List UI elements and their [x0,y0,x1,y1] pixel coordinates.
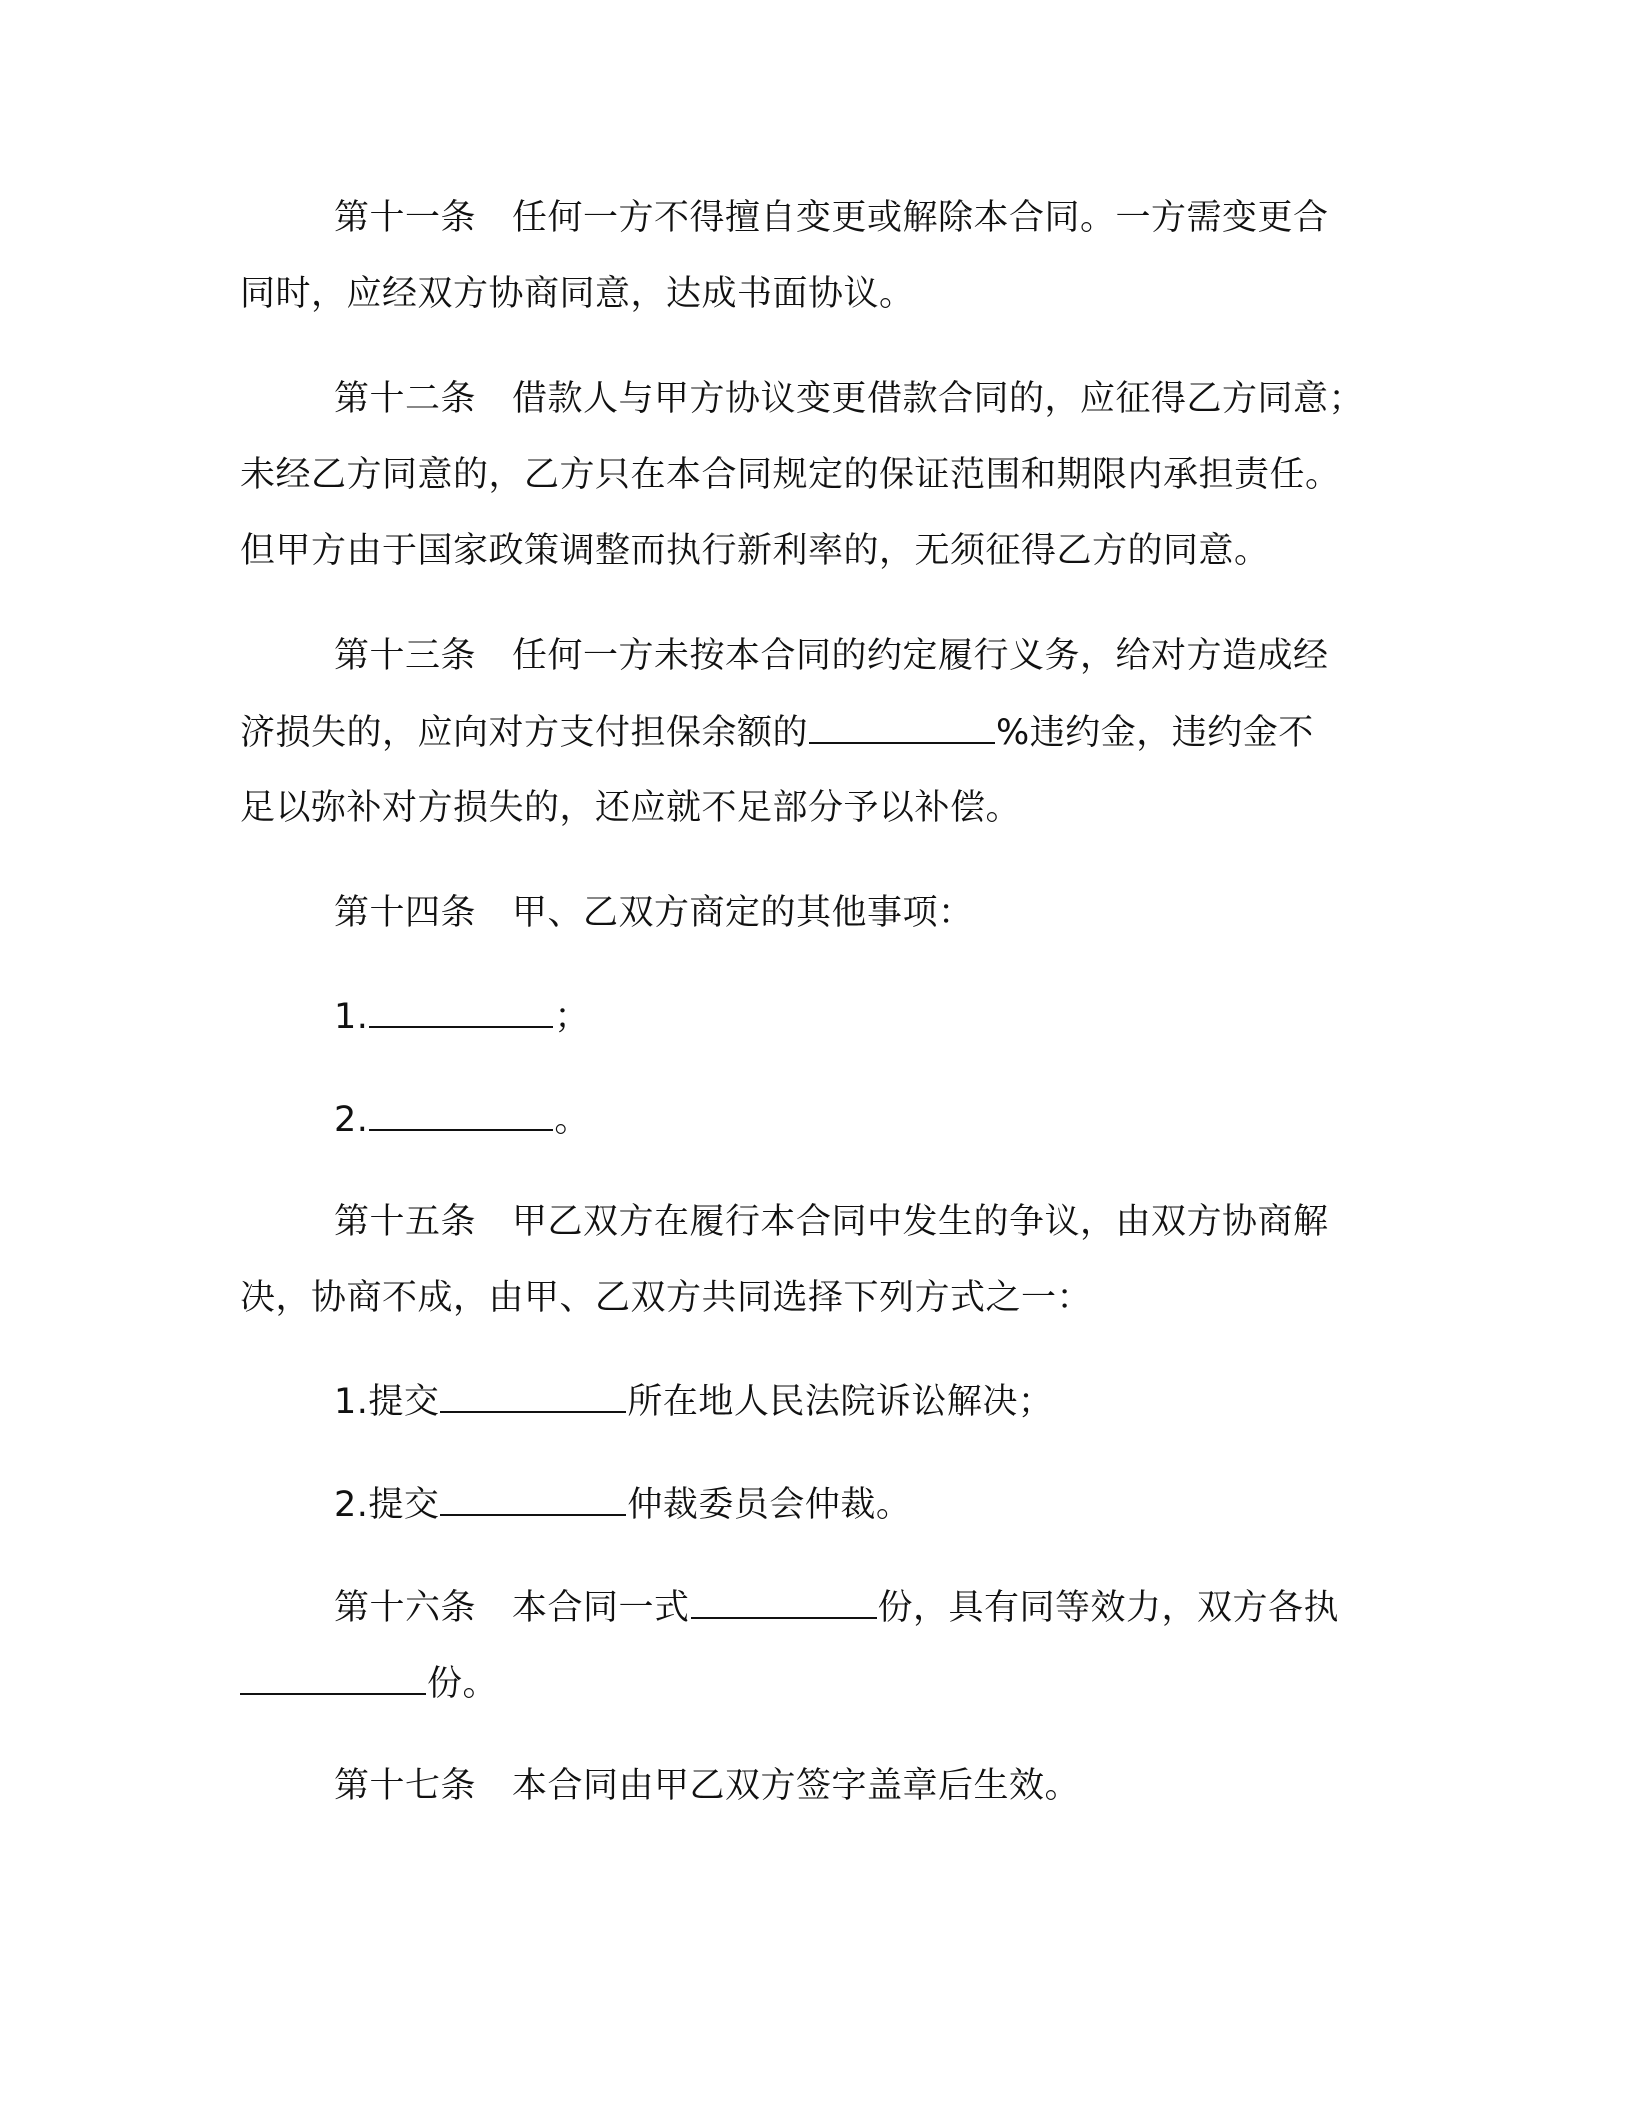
article-12-line-1 [334,375,1364,423]
article-16-number: 第十六条 [334,1588,477,1628]
arbitration-item-suffix: 仲裁委员会仲裁。 [627,1485,912,1525]
article-16-text-before-blank: 本合同一式 [512,1588,690,1628]
court-item-prefix: 1.提交 [334,1382,440,1422]
article-15-item-2 [334,1480,911,1529]
article-13-text-after-blank: %违约金，违约金不 [996,713,1314,753]
article-16-text-after-blank: 份，具有同等效力，双方各执 [877,1588,1340,1628]
article-17-line-1 [334,1762,1080,1810]
article-13-text-cont: 足以弥补对方损失的，还应就不足部分予以补偿。 [240,788,1022,828]
article-13-number: 第十三条 [334,636,477,676]
arbitration-commission-blank[interactable] [440,1480,626,1516]
item-1-suffix: ； [554,997,590,1037]
article-13-line-2 [240,708,1314,757]
article-13-text: 任何一方未按本合同的约定履行义务，给对方造成经 [512,636,1329,676]
article-15-text-cont: 决，协商不成，由甲、乙双方共同选择下列方式之一： [240,1278,1093,1318]
article-15-line-1 [334,1198,1329,1246]
article-16-line-2 [240,1659,498,1708]
item-1-prefix: 1. [334,997,369,1037]
article-14-text: 甲、乙双方商定的其他事项： [512,893,974,933]
arbitration-item-prefix: 2.提交 [334,1485,440,1525]
item-2-prefix: 2. [334,1100,369,1140]
item-2-suffix: 。 [554,1100,590,1140]
article-12-line-2 [240,451,1341,499]
article-11-text: 任何一方不得擅自变更或解除本合同。一方需变更合 [512,198,1329,238]
article-11-text-cont: 同时，应经双方协商同意，达成书面协议。 [240,274,915,314]
article-11-line-1 [334,194,1329,242]
article-15-number: 第十五条 [334,1202,477,1242]
penalty-rate-blank[interactable] [809,708,995,744]
article-16-line-1 [334,1583,1339,1632]
article-11-line-2 [240,270,915,318]
article-11-number: 第十一条 [334,198,477,238]
article-12-number: 第十二条 [334,379,477,419]
other-matter-1-blank[interactable] [369,992,553,1028]
article-12-text-cont-2: 但甲方由于国家政策调整而执行新利率的，无须征得乙方的同意。 [240,531,1270,571]
article-15-text: 甲乙双方在履行本合同中发生的争议，由双方协商解 [512,1202,1329,1242]
article-13-line-1 [334,632,1329,680]
article-12-line-3 [240,527,1270,575]
article-14-item-2 [334,1095,590,1144]
total-copies-blank[interactable] [691,1583,877,1619]
article-12-text-cont: 未经乙方同意的，乙方只在本合同规定的保证范围和期限内承担责任。 [240,455,1341,495]
article-12-text: 借款人与甲方协议变更借款合同的，应征得乙方同意； [512,379,1365,419]
article-14-line-1 [334,889,974,937]
article-16-text-cont: 份。 [427,1664,499,1704]
article-13-line-3 [240,784,1021,832]
other-matter-2-blank[interactable] [369,1095,553,1131]
article-15-line-2 [240,1274,1092,1322]
article-14-item-1 [334,992,590,1041]
article-13-text-before-blank: 济损失的，应向对方支付担保余额的 [240,713,809,753]
copies-each-blank[interactable] [240,1659,426,1695]
article-17-number: 第十七条 [334,1766,477,1806]
court-item-suffix: 所在地人民法院诉讼解决； [627,1382,1054,1422]
article-17-text: 本合同由甲乙双方签字盖章后生效。 [512,1766,1081,1806]
article-15-item-1 [334,1377,1053,1426]
court-location-blank[interactable] [440,1377,626,1413]
article-14-number: 第十四条 [334,893,477,933]
